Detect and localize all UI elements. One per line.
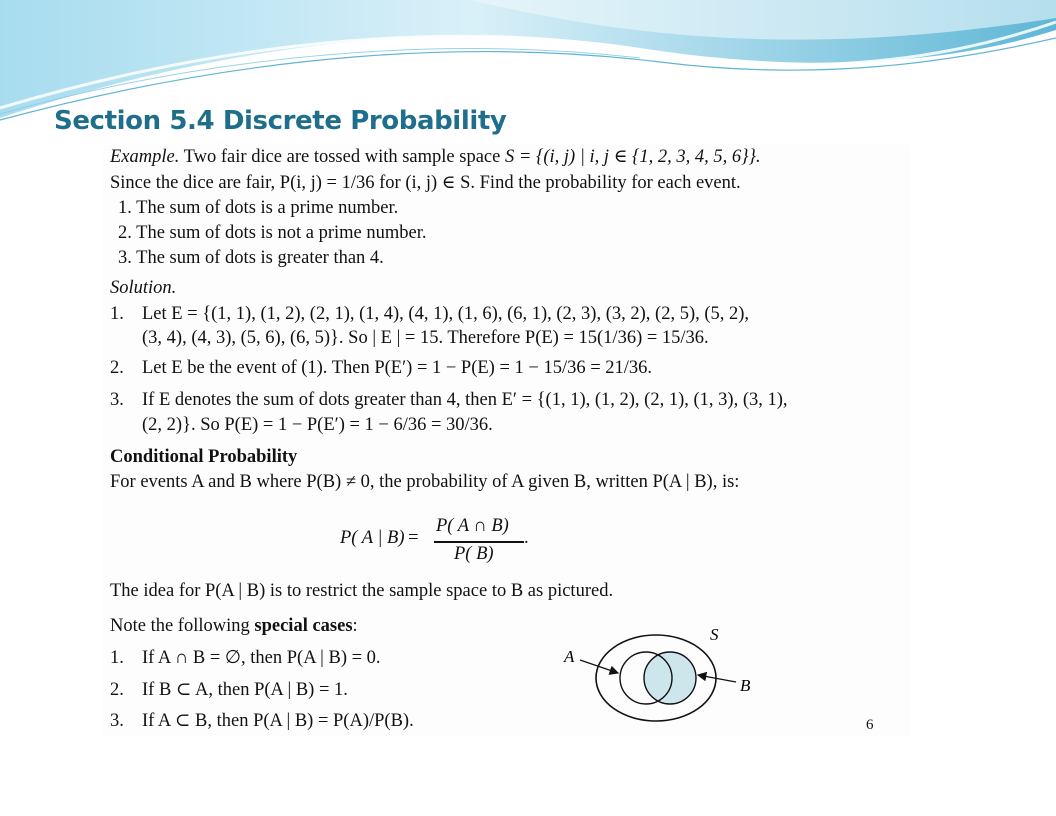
solution-heading bbox=[110, 277, 176, 299]
solution-item-text: Let E = {(1, 1), (1, 2), (2, 1), (1, 4), (4, 1), (1, 6), (6, 1), (2, 3), (3, 2), (2, 5), (5, 2), bbox=[142, 304, 750, 324]
solution-item-text: Let E be the event of (1). Then P(E′) = 1 − P(E) = 1 − 15/36 = 21/36. bbox=[142, 358, 653, 378]
solution-item-1-line-1 bbox=[110, 303, 749, 325]
example-label: Example. bbox=[110, 147, 180, 167]
solution-item-3-line-1 bbox=[110, 389, 788, 411]
solution-item-number: 2. bbox=[110, 358, 124, 378]
slide-title: Section 5.4 Discrete Probability bbox=[54, 106, 507, 136]
conditional-definition: For events A and B where P(B) ≠ 0, the probability of A given B, written P(A | B), is: bbox=[110, 472, 740, 492]
example-line-2: Since the dice are fair, P(i, j) = 1/36 for (i, j) ∈ S. Find the probability for each event. bbox=[110, 173, 741, 193]
special-case-1 bbox=[110, 647, 381, 669]
case-text: If A ⊂ B, then P(A | B) = P(A)/P(B). bbox=[142, 711, 414, 731]
arrow-a bbox=[580, 660, 618, 673]
solution-heading-text: Solution. bbox=[110, 278, 177, 298]
idea-line: The idea for P(A | B) is to restrict the sample space to B as pictured. bbox=[110, 581, 614, 601]
solution-item-2 bbox=[110, 357, 652, 379]
special-cases-note bbox=[110, 615, 358, 637]
event-item-3: 3. The sum of dots is greater than 4. bbox=[118, 248, 384, 268]
case-number: 2. bbox=[110, 680, 124, 700]
case-number: 1. bbox=[110, 648, 124, 668]
formula-lhs: P( A | B) bbox=[340, 528, 405, 548]
special-case-3 bbox=[110, 710, 414, 732]
solution-item-3-line-2: (2, 2)}. So P(E) = 1 − P(E′) = 1 − 6/36 = 30/36. bbox=[142, 415, 493, 435]
arrow-b bbox=[698, 675, 736, 682]
label-a: A bbox=[564, 647, 575, 666]
fraction-bar bbox=[434, 541, 524, 543]
note-suffix: : bbox=[352, 616, 358, 636]
sample-space-set: S = {(i, j) | i, j ∈ {1, 2, 3, 4, 5, 6}}. bbox=[504, 147, 761, 167]
formula-denominator: P( B) bbox=[454, 544, 494, 564]
formula-period: . bbox=[524, 528, 529, 548]
example-line-1 bbox=[110, 146, 761, 168]
solution-item-number: 3. bbox=[110, 390, 124, 410]
case-number: 3. bbox=[110, 711, 124, 731]
solution-item-text: If E denotes the sum of dots greater than 4, then E′ = {(1, 1), (1, 2), (2, 1), (1, 3), (3, 1), bbox=[142, 390, 788, 410]
formula-equals: = bbox=[408, 528, 419, 548]
event-item-1: 1. The sum of dots is a prime number. bbox=[118, 198, 399, 218]
solution-item-1-line-2: (3, 4), (4, 3), (5, 6), (6, 5)}. So | E | = 15. Therefore P(E) = 15(1/36) = 15/36. bbox=[142, 328, 709, 348]
page-number: 6 bbox=[866, 717, 874, 733]
conditional-heading: Conditional Probability bbox=[110, 447, 298, 467]
label-b: B bbox=[740, 676, 751, 695]
case-text: If A ∩ B = ∅, then P(A | B) = 0. bbox=[142, 648, 381, 668]
label-s: S bbox=[710, 625, 719, 644]
venn-diagram bbox=[560, 618, 760, 728]
note-bold: special cases bbox=[254, 616, 353, 636]
solution-item-number: 1. bbox=[110, 304, 124, 324]
set-b-circle bbox=[644, 652, 696, 704]
note-prefix: Note the following bbox=[110, 616, 255, 636]
example-text: Two fair dice are tossed with sample space bbox=[179, 147, 505, 167]
formula-numerator: P( A ∩ B) bbox=[436, 516, 509, 536]
case-text: If B ⊂ A, then P(A | B) = 1. bbox=[142, 680, 348, 700]
special-case-2 bbox=[110, 679, 348, 701]
event-item-2: 2. The sum of dots is not a prime number. bbox=[118, 223, 427, 243]
